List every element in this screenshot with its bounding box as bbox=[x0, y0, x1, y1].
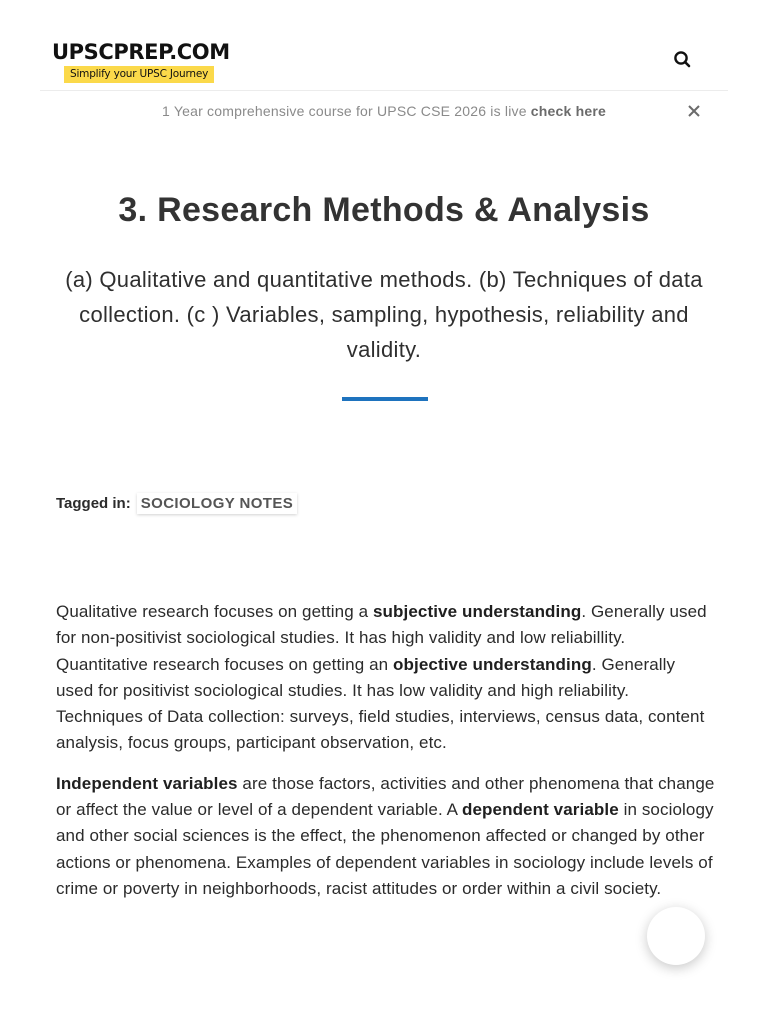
paragraph-text: Quantitative research focuses on getting an bbox=[56, 654, 394, 674]
paragraph-text: . Generally used for non-positivist sociological studies. It has high validity and low reliabillity. bbox=[56, 602, 707, 648]
close-icon bbox=[685, 101, 703, 121]
paragraph-qualitative bbox=[56, 599, 716, 652]
paragraph-quantitative bbox=[56, 652, 716, 705]
announcement-text: 1 Year comprehensive course for UPSC CSE 2026 is live bbox=[162, 103, 531, 119]
bold-term: objective understanding bbox=[393, 654, 592, 674]
paragraph-data-collection: Techniques of Data collection: surveys, field studies, interviews, census data, content analysis, focus groups, participant observation, etc. bbox=[56, 707, 705, 753]
tag-sociology-notes[interactable]: SOCIOLOGY NOTES bbox=[137, 493, 297, 514]
site-header bbox=[40, 0, 728, 91]
announcement-close-button[interactable] bbox=[685, 101, 703, 121]
paragraph-text: Qualitative research focuses on getting a bbox=[56, 602, 373, 621]
bold-term: subjective understanding bbox=[373, 602, 582, 621]
paragraph-variables bbox=[56, 771, 716, 902]
tags-label: Tagged in: bbox=[56, 494, 131, 512]
page-subtitle: (a) Qualitative and quantitative methods. (b) Techniques of data collection. (c ) Variables, sampling, hypothesis, reliability and validity. bbox=[65, 267, 703, 362]
logo-tagline: Simplify your UPSC Journey bbox=[64, 66, 214, 83]
site-logo[interactable] bbox=[52, 40, 230, 83]
paragraph-text: are those factors, activities and other phenomena that change or affect the value or level of a dependent variable. A bbox=[56, 773, 715, 820]
search-button[interactable] bbox=[672, 49, 694, 71]
bold-term: dependent variable bbox=[462, 800, 619, 820]
article-content bbox=[56, 599, 716, 902]
title-divider bbox=[342, 397, 428, 401]
paragraph-text: in sociology and other social sciences is the effect, the phenomenon affected or changed by other actions or phenomena. Examples of dependent variables in sociology include levels of crime or poverty in neighborhoods, racist attitudes or order within a civil society. bbox=[56, 800, 714, 898]
bold-term: Independent variables bbox=[56, 773, 238, 793]
floating-action-button[interactable] bbox=[647, 907, 705, 965]
search-icon bbox=[672, 49, 694, 71]
announcement-bar bbox=[0, 100, 768, 124]
tags-row bbox=[56, 490, 297, 516]
page-title: 3. Research Methods & Analysis bbox=[118, 191, 650, 229]
announcement-link[interactable]: check here bbox=[530, 103, 606, 119]
paragraph-text: . Generally used for positivist sociological studies. It has low validity and high reliability. bbox=[56, 654, 676, 700]
logo-text: UPSCPREP.COM bbox=[52, 40, 230, 64]
